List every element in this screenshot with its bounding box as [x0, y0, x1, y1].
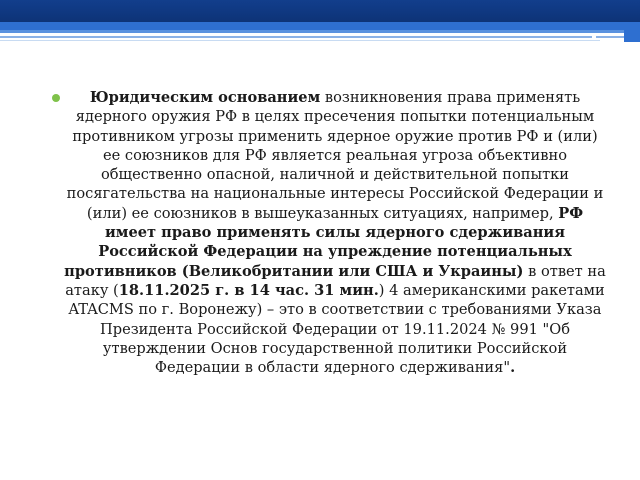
legal-basis-term: Юридическим основанием	[89, 89, 321, 106]
header-stripe-light	[0, 30, 640, 33]
bullet-dot-icon	[52, 94, 60, 102]
paragraph-text-2: в ответ на атаку (	[65, 262, 606, 299]
paragraph-text-3: ) 4 американскими ракетами ATACMS по г. Воронежу) – это в соответствии с требованиями Указа Президента Российской Федерации от 19.11.2024 № 991 "Об утверждении Основ государственной политики Российской Федерации в области ядерного сдерживания"	[68, 281, 605, 377]
body-paragraph	[58, 88, 606, 377]
header-underline	[0, 40, 600, 41]
slide-body	[58, 88, 606, 377]
header-banner	[0, 0, 640, 22]
header-corner-block	[624, 30, 640, 42]
paragraph-text-1: возникновения права применять ядерного оружия РФ в целях пресечения попытки потенциальным противником угрозы применить ядерное оружие против РФ и (или) ее союзников для РФ является реальная угроза объективно общественно опасной, наличной и действительной попытки посягательства на национальные интересы Российской Федерации и (или) ее союзников в вышеуказанных ситуациях, например,	[66, 89, 604, 222]
key-statement: РФ имеет право применять силы ядерного сдерживания Российской Федерации на упреждение потенциальных противников (Великобритании или США и Украины)	[64, 204, 584, 280]
header-rule	[0, 36, 592, 38]
header-stripe	[0, 22, 640, 30]
paragraph-end-mark: .	[510, 359, 516, 377]
attack-date: 18.11.2025 г. в 14 час. 31 мин.	[118, 281, 379, 299]
